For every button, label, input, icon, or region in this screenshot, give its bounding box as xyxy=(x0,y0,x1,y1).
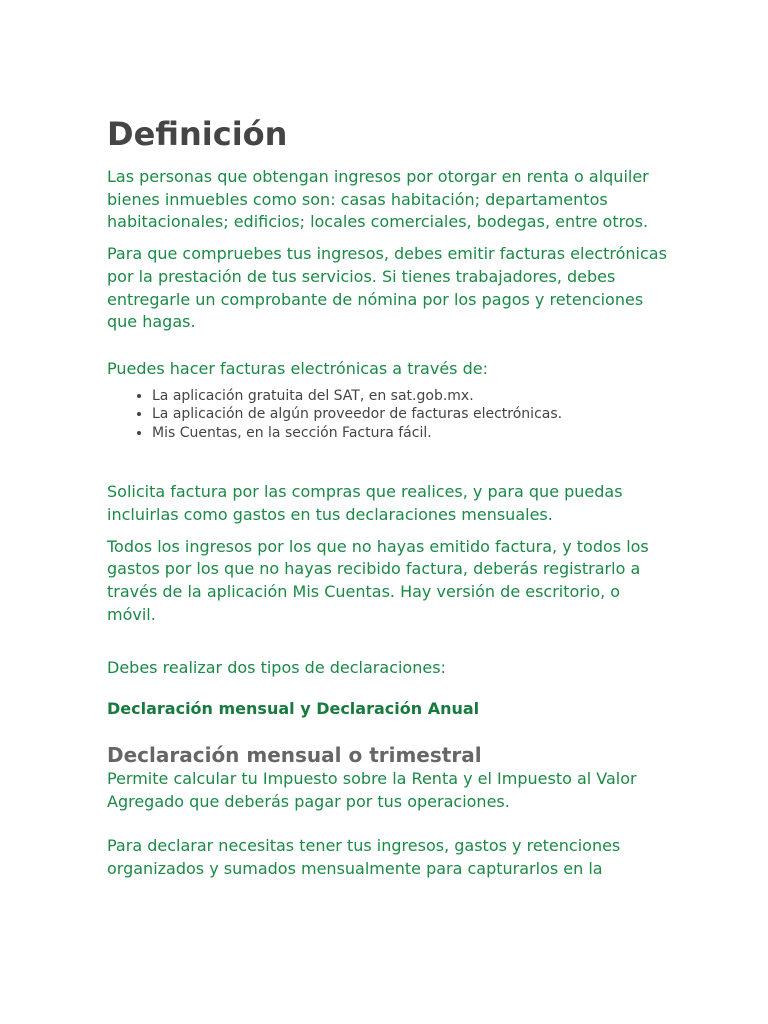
list-item: • La aplicación de algún proveedor de facturas electrónicas. xyxy=(152,405,667,424)
declaration-types-heading: Declaración mensual y Declaración Anual xyxy=(107,699,480,719)
invoice-methods-list xyxy=(107,387,667,443)
list-item: • Mis Cuentas, en la sección Factura fácil. xyxy=(152,424,667,443)
section-heading-monthly: Declaración mensual o trimestral xyxy=(107,743,482,768)
page-title: Definición xyxy=(107,115,288,153)
paragraph-invoice-methods: Puedes hacer facturas electrónicas a través de: xyxy=(107,358,488,378)
paragraph-definition: Las personas que obtengan ingresos por otorgar en renta o alquiler bienes inmuebles como son: casas habitación; departamentos habitacionales; edificios; locales comerciales, bodegas, entre otros. xyxy=(107,167,649,232)
paragraph-mis-cuentas: Todos los ingresos por los que no hayas emitido factura, y todos los gastos por los que no hayas recibido factura, deberás registrarlo a través de la aplicación Mis Cuentas. Hay versión de escritorio, o móvil. xyxy=(107,536,649,624)
paragraph-declare-requirements: Para declarar necesitas tener tus ingresos, gastos y retenciones organizados y sumados mensualmente para capturarlos en la xyxy=(107,836,621,879)
list-item: • La aplicación gratuita del SAT, en sat.gob.mx. xyxy=(152,387,667,406)
paragraph-declaration-types: Debes realizar dos tipos de declaraciones: xyxy=(107,658,446,678)
paragraph-monthly-description: Permite calcular tu Impuesto sobre la Renta y el Impuesto al Valor Agregado que deberás pagar por tus operaciones. xyxy=(107,769,637,811)
document-body xyxy=(107,112,667,890)
paragraph-request-invoice: Solicita factura por las compras que realices, y para que puedas incluirlas como gastos en tus declaraciones mensuales. xyxy=(107,482,623,524)
paragraph-invoices: Para que compruebes tus ingresos, debes emitir facturas electrónicas por la prestación de tus servicios. Si tienes trabajadores, debes entregarle un comprobante de nómina por los pagos y retenciones que hagas. xyxy=(107,244,667,332)
